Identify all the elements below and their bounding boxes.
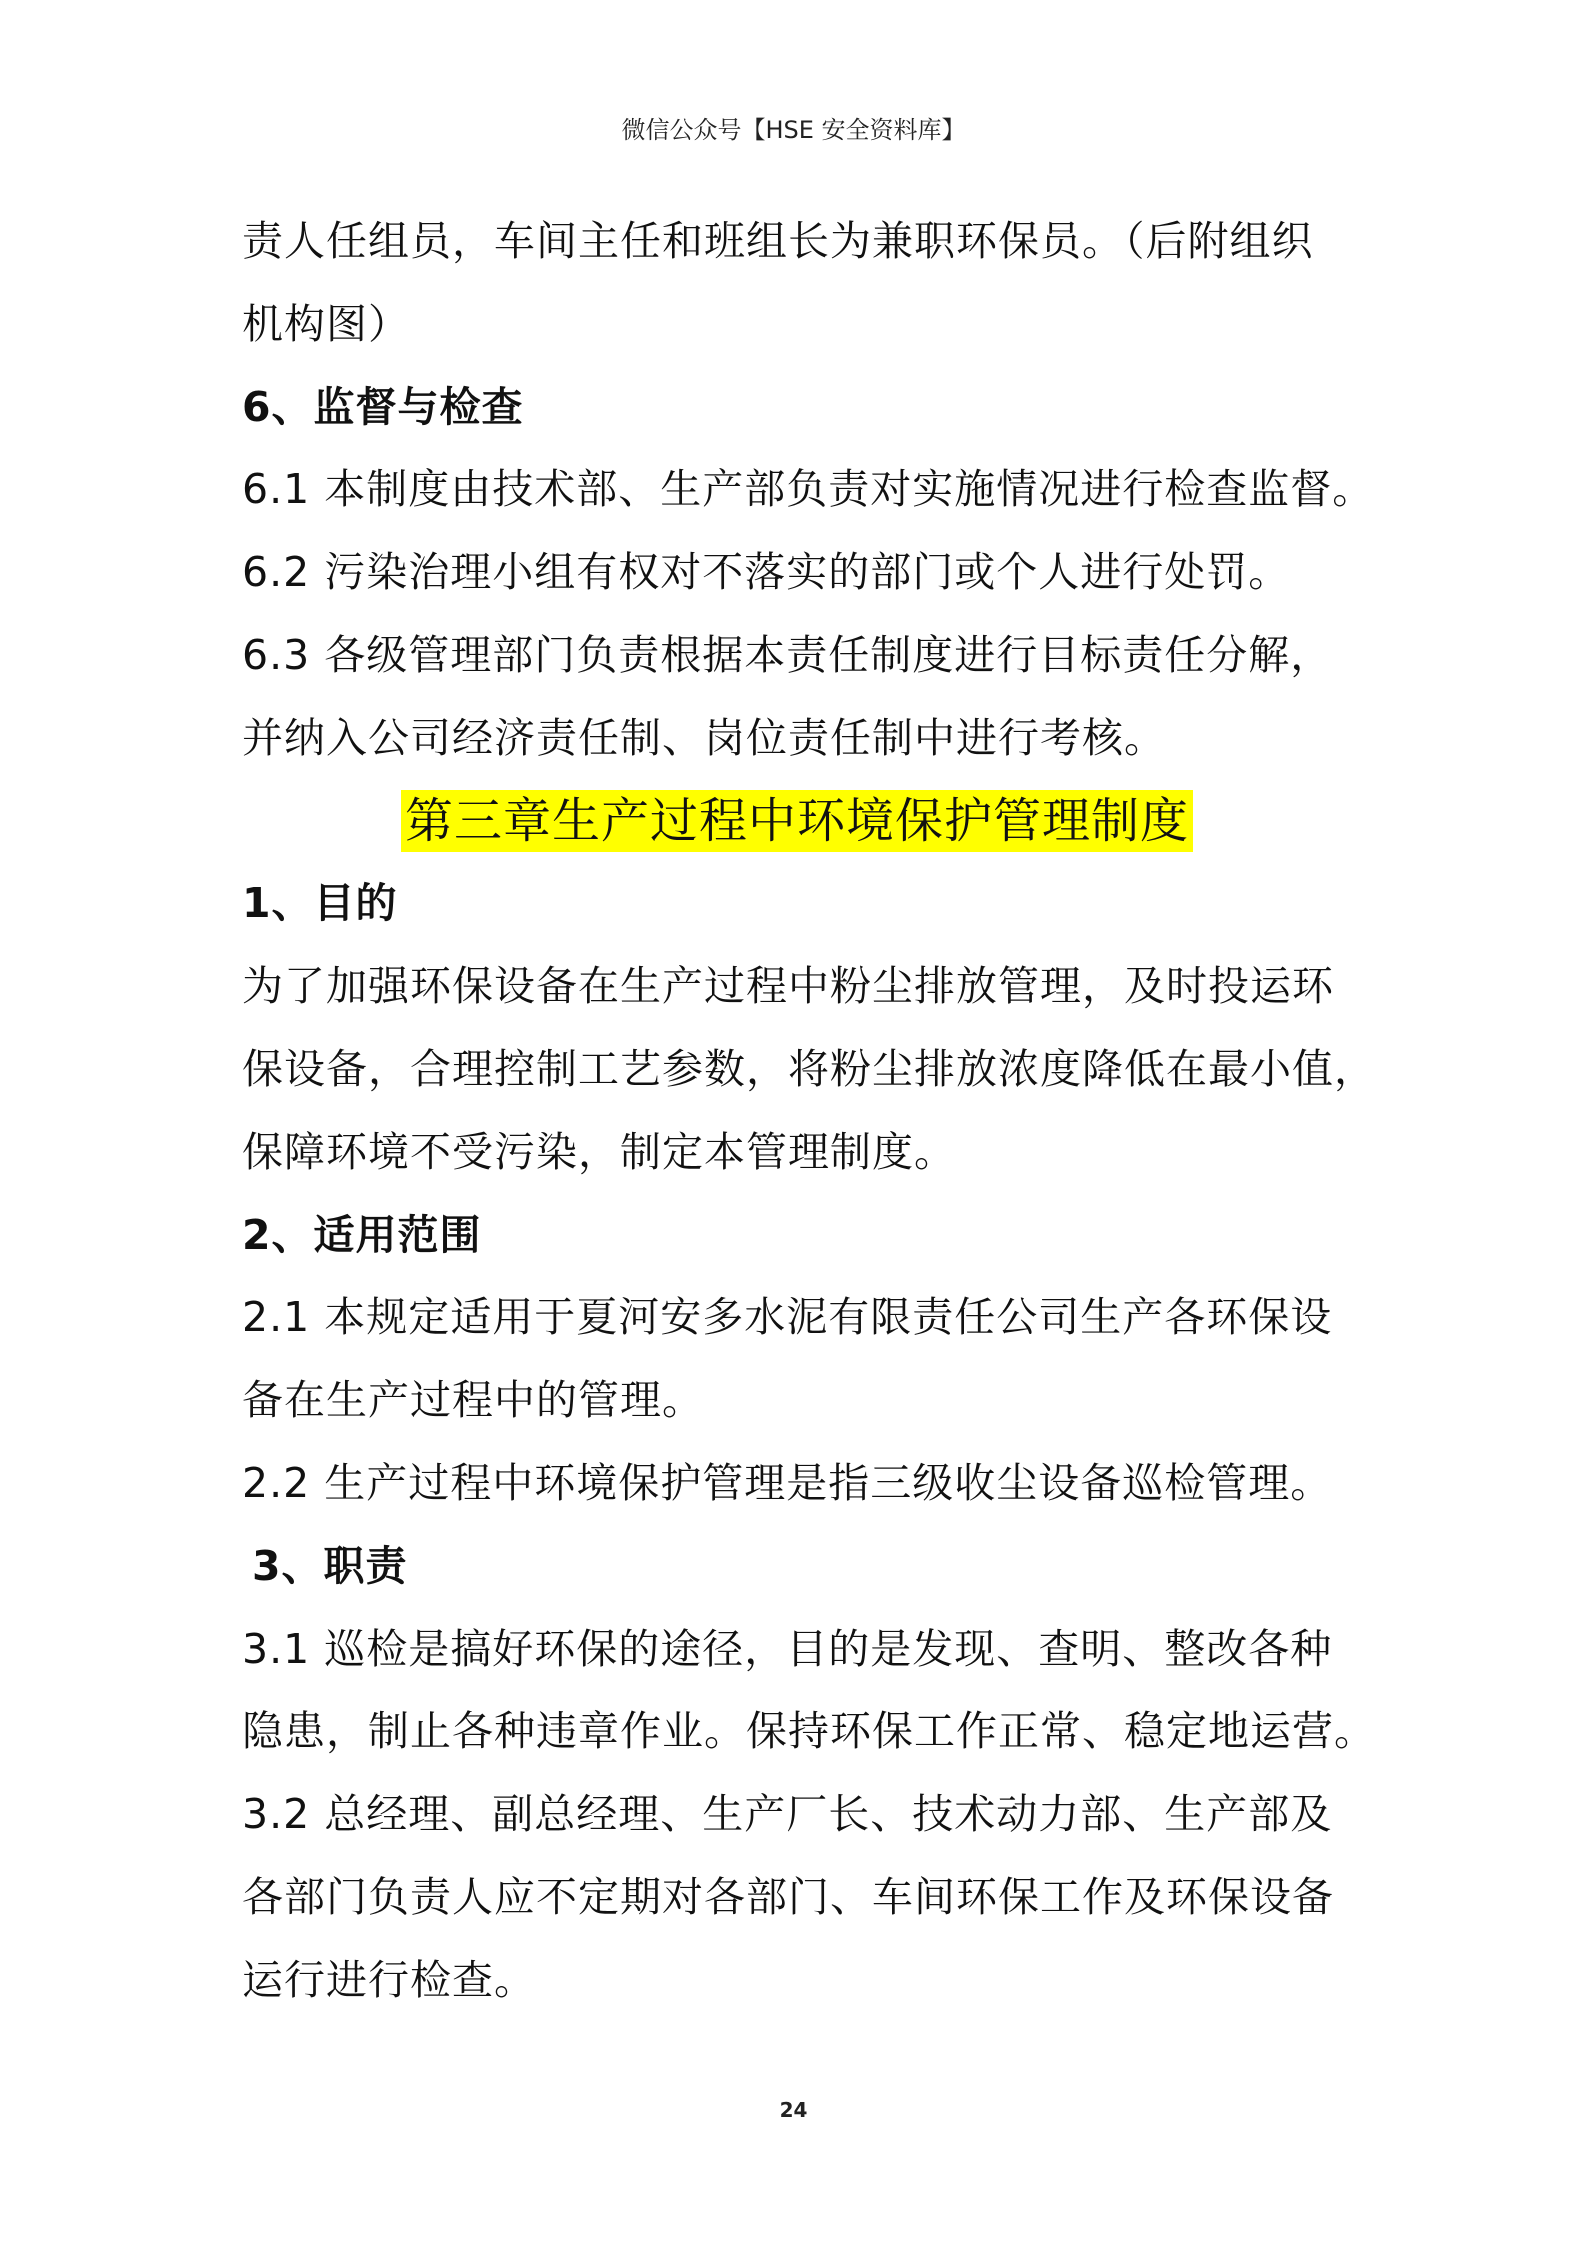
- clause-6-1: 6.1 本制度由技术部、生产部负责对实施情况进行检查监督。: [242, 465, 1375, 514]
- section-heading-supervision: 6、监督与检查: [242, 382, 524, 431]
- body-text-line: 保设备，合理控制工艺参数，将粉尘排放浓度降低在最小值，: [242, 1044, 1376, 1093]
- clause-3-2: 3.2 总经理、副总经理、生产厂长、技术动力部、生产部及: [242, 1790, 1333, 1839]
- body-text-line: 保障环境不受污染，制定本管理制度。: [242, 1127, 956, 1176]
- clause-2-1: 2.1 本规定适用于夏河安多水泥有限责任公司生产各环保设: [242, 1293, 1333, 1342]
- body-text-line: 运行进行检查。: [242, 1955, 536, 2004]
- page-number: 24: [779, 2098, 808, 2122]
- body-text-line: 备在生产过程中的管理。: [242, 1376, 704, 1425]
- clause-2-2: 2.2 生产过程中环境保护管理是指三级收尘设备巡检管理。: [242, 1458, 1333, 1507]
- body-text-line: 各部门负责人应不定期对各部门、车间环保工作及环保设备: [242, 1872, 1334, 1921]
- clause-6-3: 6.3 各级管理部门负责根据本责任制度进行目标责任分解，: [242, 630, 1333, 679]
- section-heading-duties: 3、职责: [252, 1541, 408, 1590]
- body-text-line: 为了加强环保设备在生产过程中粉尘排放管理，及时投运环: [242, 962, 1334, 1011]
- document-body: [242, 200, 1376, 2022]
- clause-3-1: 3.1 巡检是搞好环保的途径，目的是发现、查明、整改各种: [242, 1624, 1333, 1673]
- chapter-heading-row: [242, 780, 1352, 863]
- body-text-line: 责人任组员，车间主任和班组长为兼职环保员。（后附组织: [242, 217, 1314, 265]
- clause-6-2: 6.2 污染治理小组有权对不落实的部门或个人进行处罚。: [242, 548, 1291, 597]
- body-text-line: 并纳入公司经济责任制、岗位责任制中进行考核。: [242, 713, 1166, 762]
- section-heading-scope: 2、适用范围: [242, 1210, 482, 1259]
- body-text-line: 隐患，制止各种违章作业。保持环保工作正常、稳定地运营。: [242, 1707, 1376, 1756]
- body-text-line: 机构图）: [242, 299, 410, 348]
- page-header: 微信公众号【HSE 安全资料库】: [621, 116, 966, 144]
- section-heading-purpose: 1、目的: [242, 879, 398, 928]
- chapter-title: 第三章生产过程中环境保护管理制度: [401, 790, 1193, 852]
